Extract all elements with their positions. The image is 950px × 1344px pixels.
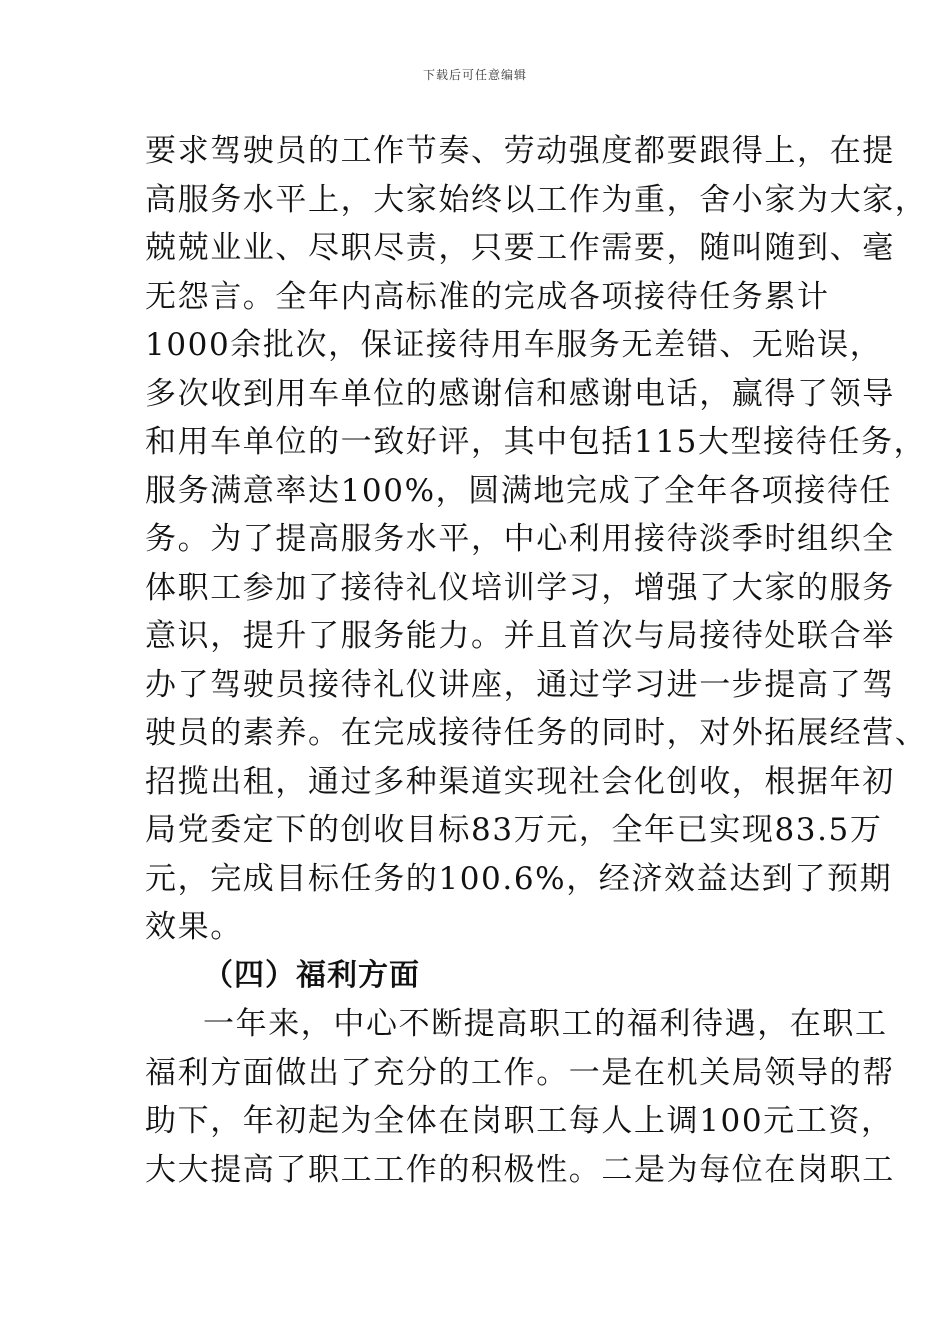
text-line: 体职工参加了接待礼仪培训学习，增强了大家的服务 <box>145 569 895 606</box>
text-line: 元，完成目标任务的100.6%，经济效益达到了预期 <box>145 860 893 897</box>
text-line: 驶员的素养。在完成接待任务的同时，对外拓展经营、 <box>145 715 928 751</box>
text-line: 效果。 <box>145 909 243 945</box>
text-line: 和用车单位的一致好评，其中包括115大型接待任务， <box>145 424 927 460</box>
document-body <box>145 127 928 1194</box>
text-line: 大大提高了职工工作的积极性。二是为每位在岗职工 <box>145 1151 895 1188</box>
text-line: 要求驾驶员的工作节奏、劳动强度都要跟得上，在提 <box>145 133 895 169</box>
text-line: 招揽出租，通过多种渠道实现社会化创收，根据年初 <box>145 763 895 800</box>
text-line: 高服务水平上，大家始终以工作为重，舍小家为大家， <box>145 181 928 218</box>
text-line: 无怨言。全年内高标准的完成各项接待任务累计 <box>145 278 830 315</box>
text-line: 福利方面做出了充分的工作。一是在机关局领导的帮 <box>145 1054 895 1091</box>
text-line: 1000余批次，保证接待用车服务无差错、无贻误， <box>145 327 883 363</box>
text-line: 意识，提升了服务能力。并且首次与局接待处联合举 <box>145 618 895 654</box>
paragraph-welfare <box>145 1000 895 1194</box>
text-line: 一年来，中心不断提高职工的福利待遇，在职工 <box>203 1006 888 1042</box>
text-line: 助下，年初起为全体在岗职工每人上调100元工资， <box>145 1103 894 1139</box>
text-line: 服务满意率达100%，圆满地完成了全年各项接待任 <box>145 472 893 509</box>
text-line: 多次收到用车单位的感谢信和感谢电话，赢得了领导 <box>145 375 895 412</box>
section-heading-welfare: （四）福利方面 <box>203 957 420 993</box>
text-line: 务。为了提高服务水平，中心利用接待淡季时组织全 <box>145 521 895 557</box>
paragraph-reception-services <box>145 127 928 952</box>
text-line: 办了驾驶员接待礼仪讲座，通过学习进一步提高了驾 <box>145 666 895 703</box>
text-line: 局党委定下的创收目标83万元，全年已实现83.5万 <box>145 812 883 848</box>
text-line: 兢兢业业、尽职尽责，只要工作需要，随叫随到、毫 <box>145 230 895 266</box>
page-header-note: 下载后可任意编辑 <box>422 68 527 82</box>
